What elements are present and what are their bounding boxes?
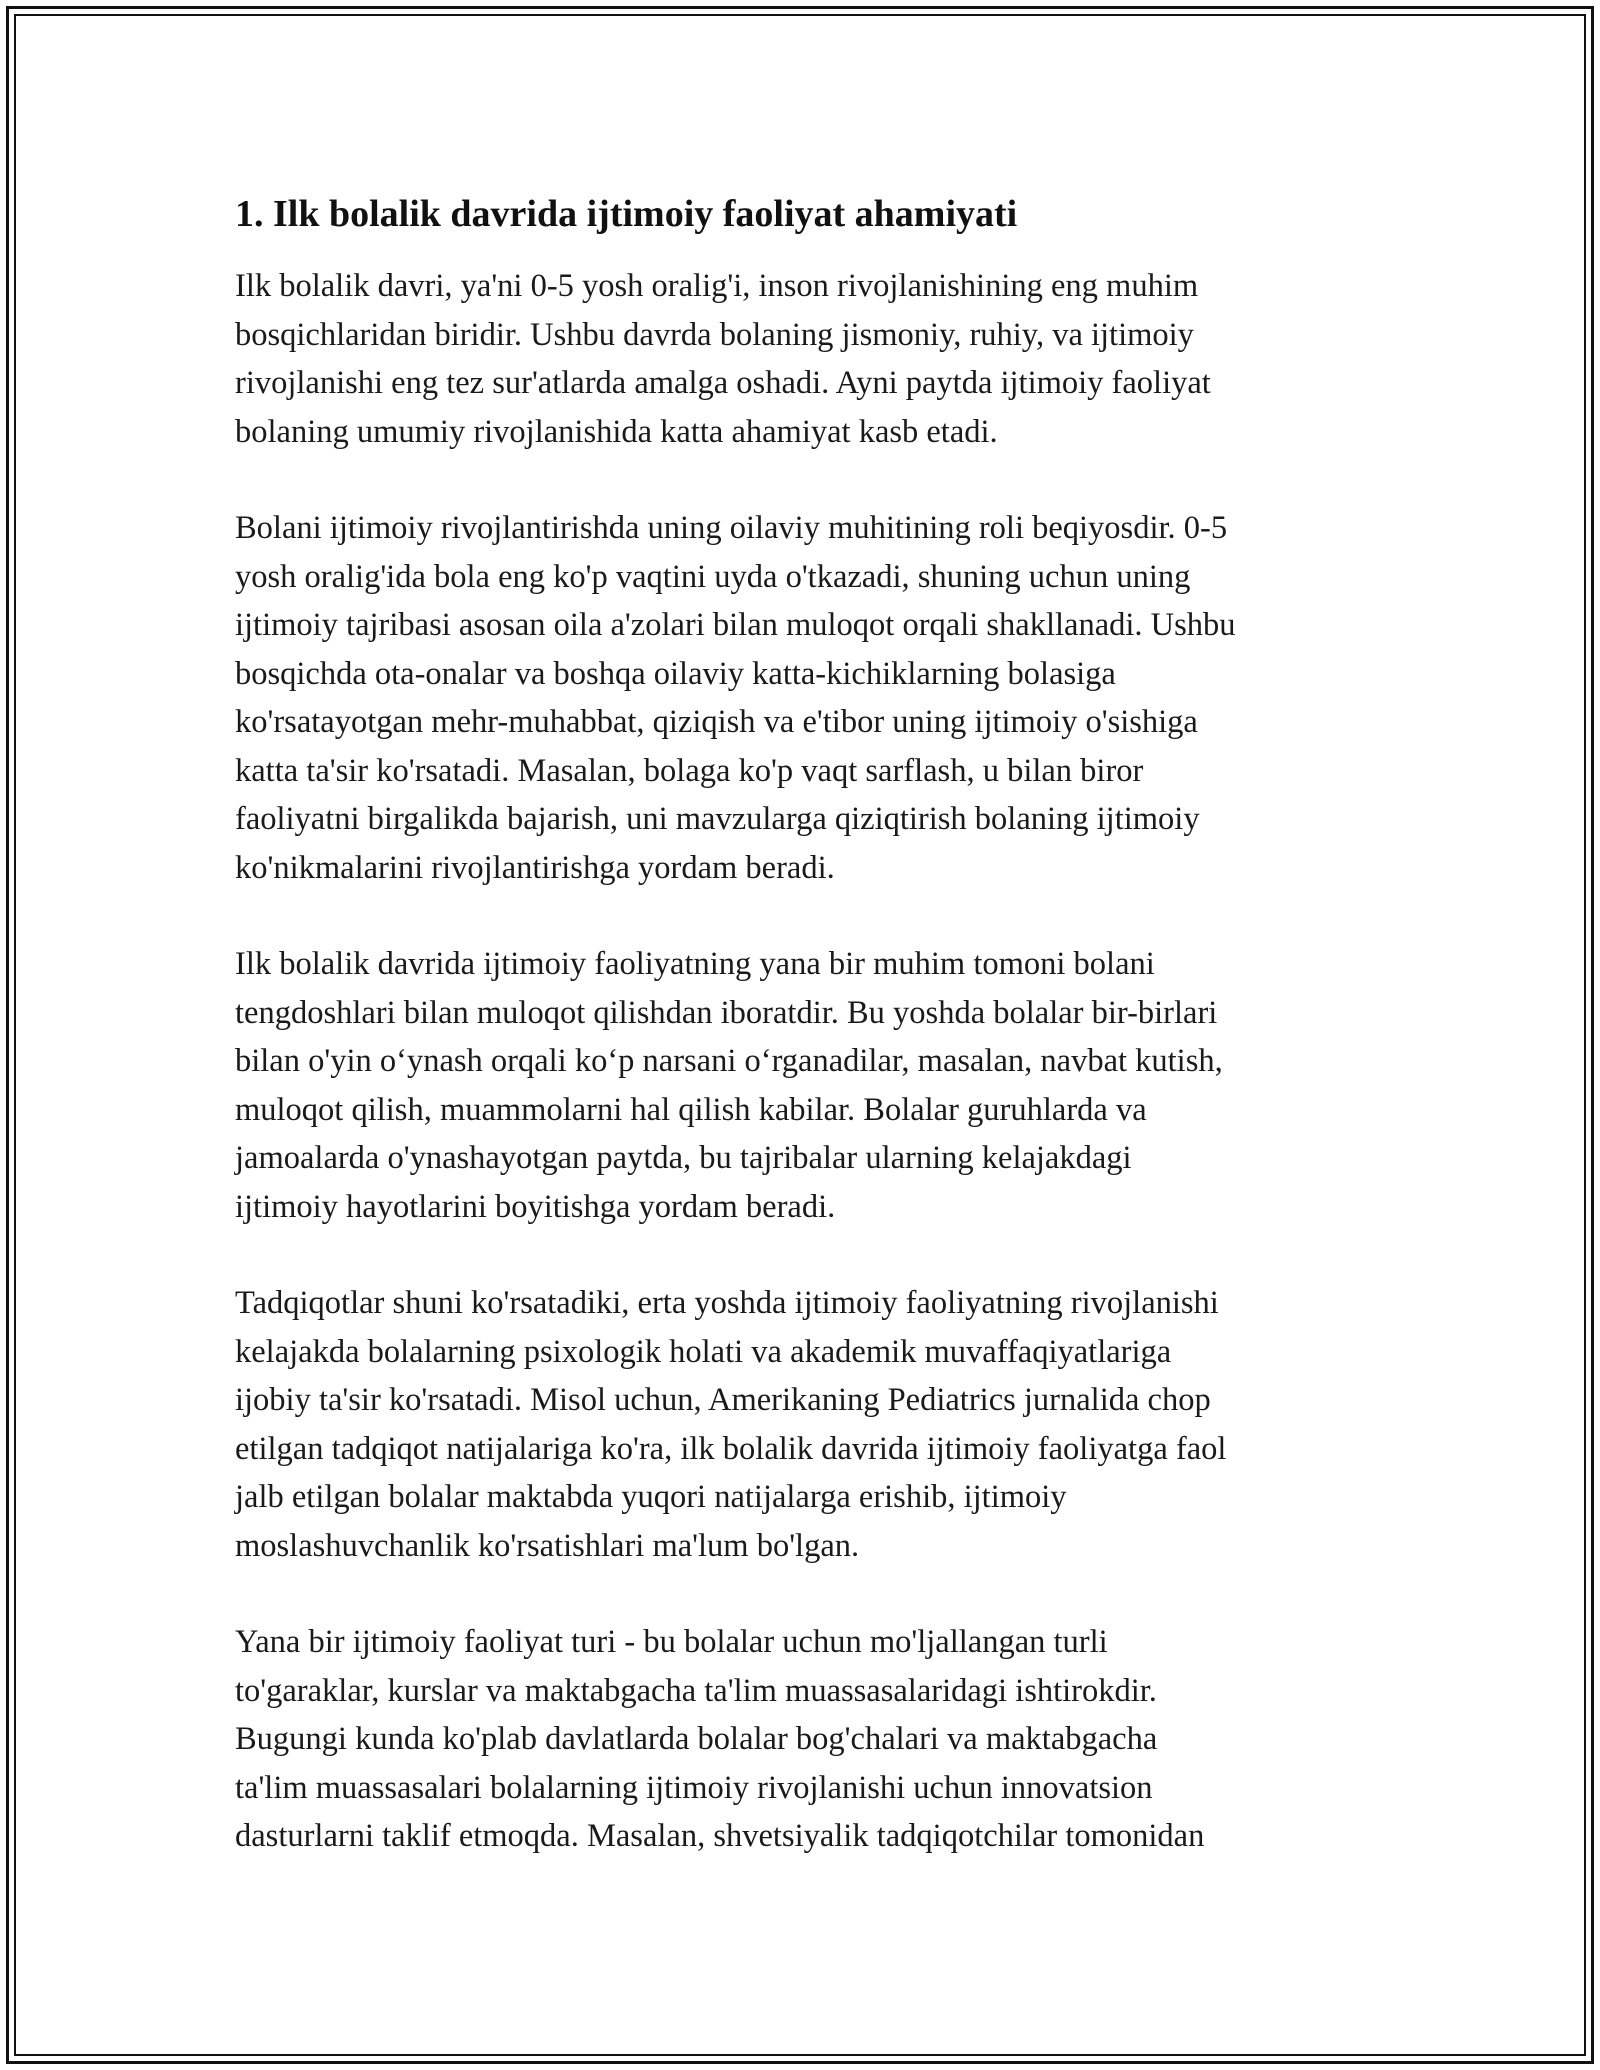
paragraph-line: ijobiy ta'sir ko'rsatadi. Misol uchun, Amerikaning Pediatrics jurnalida chop <box>235 1382 1211 1418</box>
paragraph-line: ijtimoiy tajribasi asosan oila a'zolari bilan muloqot orqali shakllanadi. Ushbu <box>235 607 1236 643</box>
paragraph-line: jamoalarda o'ynashayotgan paytda, bu tajribalar ularning kelajakdagi <box>235 1140 1132 1176</box>
paragraph-line: rivojlanishi eng tez sur'atlarda amalga oshadi. Ayni paytda ijtimoiy faoliyat <box>235 365 1211 401</box>
paragraph-line: bosqichlaridan biridir. Ushbu davrda bolaning jismoniy, ruhiy, va ijtimoiy <box>235 316 1194 353</box>
paragraph-line: bilan o'yin o‘ynash orqali ko‘p narsani o‘rganadilar, masalan, navbat kutish, <box>235 1043 1223 1079</box>
paragraph-line: moslashuvchanlik ko'rsatishlari ma'lum bo'lgan. <box>235 1527 860 1564</box>
paragraph-line: Bugungi kunda ko'plab davlatlarda bolalar bog'chalari va maktabgacha <box>235 1721 1158 1757</box>
paragraph-2 <box>235 504 1365 892</box>
paragraph-line: Yana bir ijtimoiy faoliyat turi - bu bolalar uchun mo'ljallangan turli <box>235 1624 1108 1660</box>
paragraph-line: yosh oralig'ida bola eng ko'p vaqtini uyda o'tkazadi, shuning uchun uning <box>235 558 1191 595</box>
paragraph-line: ijtimoiy hayotlarini boyitishga yordam beradi. <box>235 1188 836 1225</box>
document-body <box>235 190 1365 1909</box>
section-title: 1. Ilk bolalik davrida ijtimoiy faoliyat ahamiyati <box>235 193 1018 235</box>
paragraph-line: bolaning umumiy rivojlanishida katta ahamiyat kasb etadi. <box>235 413 998 450</box>
paragraph-line: jalb etilgan bolalar maktabda yuqori natijalarga erishib, ijtimoiy <box>235 1479 1067 1515</box>
paragraph-line: katta ta'sir ko'rsatadi. Masalan, bolaga ko'p vaqt sarflash, u bilan biror <box>235 752 1144 789</box>
paragraph-4 <box>235 1279 1365 1570</box>
paragraph-line: Ilk bolalik davri, ya'ni 0-5 yosh oralig'i, inson rivojlanishining eng muhim <box>235 268 1199 304</box>
paragraph-line: to'garaklar, kurslar va maktabgacha ta'lim muassasalaridagi ishtirokdir. <box>235 1672 1157 1709</box>
paragraph-line: muloqot qilish, muammolarni hal qilish kabilar. Bolalar guruhlarda va <box>235 1091 1147 1128</box>
paragraph-line: ko'rsatayotgan mehr-muhabbat, qiziqish va e'tibor uning ijtimoiy o'sishiga <box>235 704 1198 740</box>
paragraph-line: Ilk bolalik davrida ijtimoiy faoliyatning yana bir muhim tomoni bolani <box>235 946 1155 982</box>
paragraph-line: Tadqiqotlar shuni ko'rsatadiki, erta yoshda ijtimoiy faoliyatning rivojlanishi <box>235 1285 1219 1321</box>
paragraph-line: faoliyatni birgalikda bajarish, uni mavzularga qiziqtirish bolaning ijtimoiy <box>235 801 1200 837</box>
paragraph-line: ko'nikmalarini rivojlantirishga yordam beradi. <box>235 849 835 886</box>
paragraph-3 <box>235 940 1365 1231</box>
paragraph-line: tengdoshlari bilan muloqot qilishdan iboratdir. Bu yoshda bolalar bir-birlari <box>235 994 1218 1031</box>
paragraph-line: etilgan tadqiqot natijalariga ko'ra, ilk bolalik davrida ijtimoiy faoliyatga faol <box>235 1430 1227 1467</box>
paragraph-line: dasturlarni taklif etmoqda. Masalan, shvetsiyalik tadqiqotchilar tomonidan <box>235 1818 1205 1854</box>
paragraph-line: ta'lim muassasalari bolalarning ijtimoiy rivojlanishi uchun innovatsion <box>235 1769 1153 1806</box>
paragraph-line: bosqichda ota-onalar va boshqa oilaviy katta-kichiklarning bolasiga <box>235 655 1116 692</box>
paragraph-1 <box>235 262 1365 456</box>
paragraph-line: kelajakda bolalarning psixologik holati va akademik muvaffaqiyatlariga <box>235 1333 1172 1370</box>
paragraph-5 <box>235 1618 1365 1861</box>
paragraph-line: Bolani ijtimoiy rivojlantirishda uning oilaviy muhitining roli beqiyosdir. 0-5 <box>235 510 1228 546</box>
